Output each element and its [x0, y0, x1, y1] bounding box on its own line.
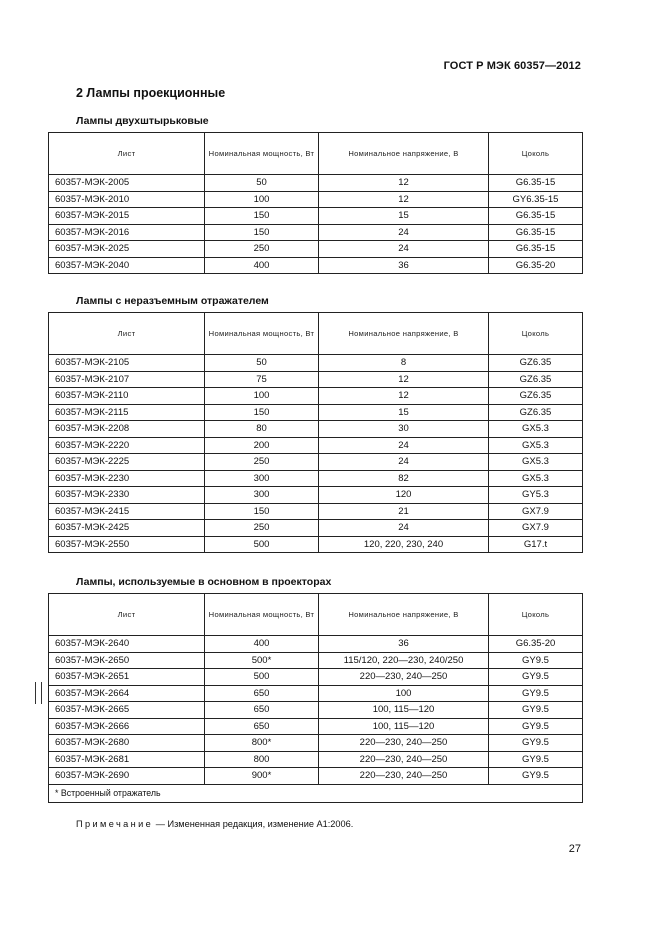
col-sheet-header: Лист	[49, 133, 205, 175]
col-voltage-header: Номинальное напряжение, В	[319, 133, 489, 175]
table-row	[49, 388, 583, 405]
cell-voltage: 15	[319, 404, 489, 421]
table-row	[49, 421, 583, 438]
cell-sheet: 60357-МЭК-2415	[49, 503, 205, 520]
col-base-header: Цоколь	[489, 313, 583, 355]
cell-base: GX7.9	[489, 520, 583, 537]
cell-voltage: 24	[319, 454, 489, 471]
cell-base: GY5.3	[489, 487, 583, 504]
table-row	[49, 702, 583, 719]
table-row	[49, 669, 583, 686]
cell-sheet: 60357-МЭК-2690	[49, 768, 205, 785]
cell-voltage: 12	[319, 191, 489, 208]
table-header-row	[49, 133, 583, 175]
cell-base: GX5.3	[489, 454, 583, 471]
note-text: — Измененная редакция, изменение А1:2006.	[153, 819, 354, 829]
col-base-header: Цоколь	[489, 133, 583, 175]
table-row	[49, 355, 583, 372]
col-voltage-header: Номинальное напряжение, В	[319, 594, 489, 636]
cell-voltage: 115/120, 220—230, 240/250	[319, 652, 489, 669]
cell-power: 75	[205, 371, 319, 388]
cell-voltage: 82	[319, 470, 489, 487]
cell-sheet: 60357-МЭК-2110	[49, 388, 205, 405]
cell-base: GY9.5	[489, 669, 583, 686]
table-2-title: Лампы с неразъемным отражателем	[76, 295, 269, 307]
cell-base: GX7.9	[489, 503, 583, 520]
cell-voltage: 24	[319, 241, 489, 258]
cell-voltage: 8	[319, 355, 489, 372]
footnote-built-in-reflector: * Встроенный отражатель	[49, 784, 583, 802]
cell-voltage: 220—230, 240—250	[319, 669, 489, 686]
cell-base: GX5.3	[489, 437, 583, 454]
cell-sheet: 60357-МЭК-2640	[49, 636, 205, 653]
table-body	[49, 636, 583, 785]
cell-power: 800	[205, 751, 319, 768]
cell-sheet: 60357-МЭК-2230	[49, 470, 205, 487]
col-sheet-header: Лист	[49, 313, 205, 355]
table-row	[49, 768, 583, 785]
cell-base: GZ6.35	[489, 371, 583, 388]
cell-sheet: 60357-МЭК-2025	[49, 241, 205, 258]
page-number: 27	[568, 843, 581, 855]
cell-base: GY9.5	[489, 702, 583, 719]
cell-voltage: 30	[319, 421, 489, 438]
cell-sheet: 60357-МЭК-2208	[49, 421, 205, 438]
section-title: 2 Лампы проекционные	[76, 86, 226, 100]
cell-sheet: 60357-МЭК-2040	[49, 257, 205, 274]
table-row	[49, 437, 583, 454]
cell-voltage: 36	[319, 636, 489, 653]
table-row	[49, 371, 583, 388]
cell-power: 500	[205, 536, 319, 553]
note-label: Примечание	[76, 819, 154, 829]
cell-power: 500	[205, 669, 319, 686]
table-two-pin-lamps	[48, 132, 583, 274]
cell-sheet: 60357-МЭК-2225	[49, 454, 205, 471]
table-3-title: Лампы, используемые в основном в проекторах	[76, 576, 332, 588]
table-row	[49, 241, 583, 258]
cell-voltage: 220—230, 240—250	[319, 751, 489, 768]
cell-base: GY9.5	[489, 685, 583, 702]
cell-power: 250	[205, 520, 319, 537]
table-header-row	[49, 594, 583, 636]
cell-voltage: 12	[319, 388, 489, 405]
cell-sheet: 60357-МЭК-2666	[49, 718, 205, 735]
table-row	[49, 224, 583, 241]
cell-power: 300	[205, 470, 319, 487]
cell-voltage: 100	[319, 685, 489, 702]
change-bar-mark	[35, 682, 42, 704]
table-row	[49, 208, 583, 225]
cell-power: 50	[205, 355, 319, 372]
cell-base: GY9.5	[489, 751, 583, 768]
cell-voltage: 120, 220, 230, 240	[319, 536, 489, 553]
cell-power: 500*	[205, 652, 319, 669]
cell-base: GZ6.35	[489, 404, 583, 421]
cell-base: GY9.5	[489, 735, 583, 752]
cell-voltage: 100, 115—120	[319, 718, 489, 735]
cell-voltage: 24	[319, 437, 489, 454]
table-row	[49, 751, 583, 768]
cell-power: 100	[205, 388, 319, 405]
cell-voltage: 24	[319, 224, 489, 241]
cell-sheet: 60357-МЭК-2650	[49, 652, 205, 669]
cell-base: GZ6.35	[489, 355, 583, 372]
cell-power: 400	[205, 636, 319, 653]
cell-base: G6.35-15	[489, 241, 583, 258]
cell-voltage: 120	[319, 487, 489, 504]
standard-header: ГОСТ Р МЭК 60357—2012	[443, 60, 581, 72]
cell-base: GY6.35-15	[489, 191, 583, 208]
cell-base: GY9.5	[489, 768, 583, 785]
cell-base: G6.35-15	[489, 208, 583, 225]
col-voltage-header: Номинальное напряжение, В	[319, 313, 489, 355]
table-row	[49, 470, 583, 487]
cell-voltage: 220—230, 240—250	[319, 768, 489, 785]
table-reflector-lamps	[48, 312, 583, 553]
cell-voltage: 220—230, 240—250	[319, 735, 489, 752]
table-row	[49, 536, 583, 553]
cell-sheet: 60357-МЭК-2665	[49, 702, 205, 719]
table-row	[49, 175, 583, 192]
table-row	[49, 520, 583, 537]
cell-sheet: 60357-МЭК-2115	[49, 404, 205, 421]
col-power-header: Номинальная мощность, Вт	[205, 133, 319, 175]
cell-sheet: 60357-МЭК-2681	[49, 751, 205, 768]
cell-sheet: 60357-МЭК-2015	[49, 208, 205, 225]
cell-sheet: 60357-МЭК-2425	[49, 520, 205, 537]
cell-voltage: 21	[319, 503, 489, 520]
cell-voltage: 15	[319, 208, 489, 225]
table-row	[49, 487, 583, 504]
cell-sheet: 60357-МЭК-2651	[49, 669, 205, 686]
cell-power: 150	[205, 208, 319, 225]
cell-voltage: 24	[319, 520, 489, 537]
table-row	[49, 191, 583, 208]
cell-power: 100	[205, 191, 319, 208]
cell-base: GY9.5	[489, 718, 583, 735]
cell-sheet: 60357-МЭК-2010	[49, 191, 205, 208]
table-row	[49, 503, 583, 520]
col-power-header: Номинальная мощность, Вт	[205, 594, 319, 636]
cell-power: 300	[205, 487, 319, 504]
cell-power: 200	[205, 437, 319, 454]
cell-base: GY9.5	[489, 652, 583, 669]
table-row	[49, 652, 583, 669]
cell-base: GX5.3	[489, 470, 583, 487]
cell-power: 650	[205, 702, 319, 719]
cell-voltage: 100, 115—120	[319, 702, 489, 719]
table-row	[49, 636, 583, 653]
cell-base: GZ6.35	[489, 388, 583, 405]
cell-sheet: 60357-МЭК-2550	[49, 536, 205, 553]
cell-sheet: 60357-МЭК-2016	[49, 224, 205, 241]
cell-power: 250	[205, 454, 319, 471]
table-row	[49, 454, 583, 471]
cell-voltage: 12	[319, 175, 489, 192]
cell-base: G6.35-15	[489, 175, 583, 192]
table-body	[49, 175, 583, 274]
cell-voltage: 12	[319, 371, 489, 388]
table-body	[49, 355, 583, 553]
cell-sheet: 60357-МЭК-2220	[49, 437, 205, 454]
cell-power: 150	[205, 224, 319, 241]
table-row	[49, 257, 583, 274]
note-line	[76, 819, 353, 829]
table-header-row	[49, 313, 583, 355]
cell-power: 150	[205, 404, 319, 421]
footnote-row	[49, 784, 583, 802]
cell-power: 50	[205, 175, 319, 192]
cell-base: G6.35-15	[489, 224, 583, 241]
cell-sheet: 60357-МЭК-2664	[49, 685, 205, 702]
cell-sheet: 60357-МЭК-2330	[49, 487, 205, 504]
table-row	[49, 685, 583, 702]
cell-power: 650	[205, 685, 319, 702]
col-sheet-header: Лист	[49, 594, 205, 636]
cell-power: 650	[205, 718, 319, 735]
cell-power: 150	[205, 503, 319, 520]
table-row	[49, 735, 583, 752]
table-1-title: Лампы двухштырьковые	[76, 115, 209, 127]
table-row	[49, 404, 583, 421]
cell-power: 250	[205, 241, 319, 258]
cell-sheet: 60357-МЭК-2107	[49, 371, 205, 388]
cell-voltage: 36	[319, 257, 489, 274]
cell-base: G6.35-20	[489, 257, 583, 274]
cell-power: 400	[205, 257, 319, 274]
col-power-header: Номинальная мощность, Вт	[205, 313, 319, 355]
cell-sheet: 60357-МЭК-2680	[49, 735, 205, 752]
cell-base: GX5.3	[489, 421, 583, 438]
col-base-header: Цоколь	[489, 594, 583, 636]
cell-power: 80	[205, 421, 319, 438]
cell-sheet: 60357-МЭК-2105	[49, 355, 205, 372]
cell-power: 800*	[205, 735, 319, 752]
cell-sheet: 60357-МЭК-2005	[49, 175, 205, 192]
cell-base: G17.t	[489, 536, 583, 553]
cell-base: G6.35-20	[489, 636, 583, 653]
table-projector-lamps	[48, 593, 583, 803]
cell-power: 900*	[205, 768, 319, 785]
table-row	[49, 718, 583, 735]
